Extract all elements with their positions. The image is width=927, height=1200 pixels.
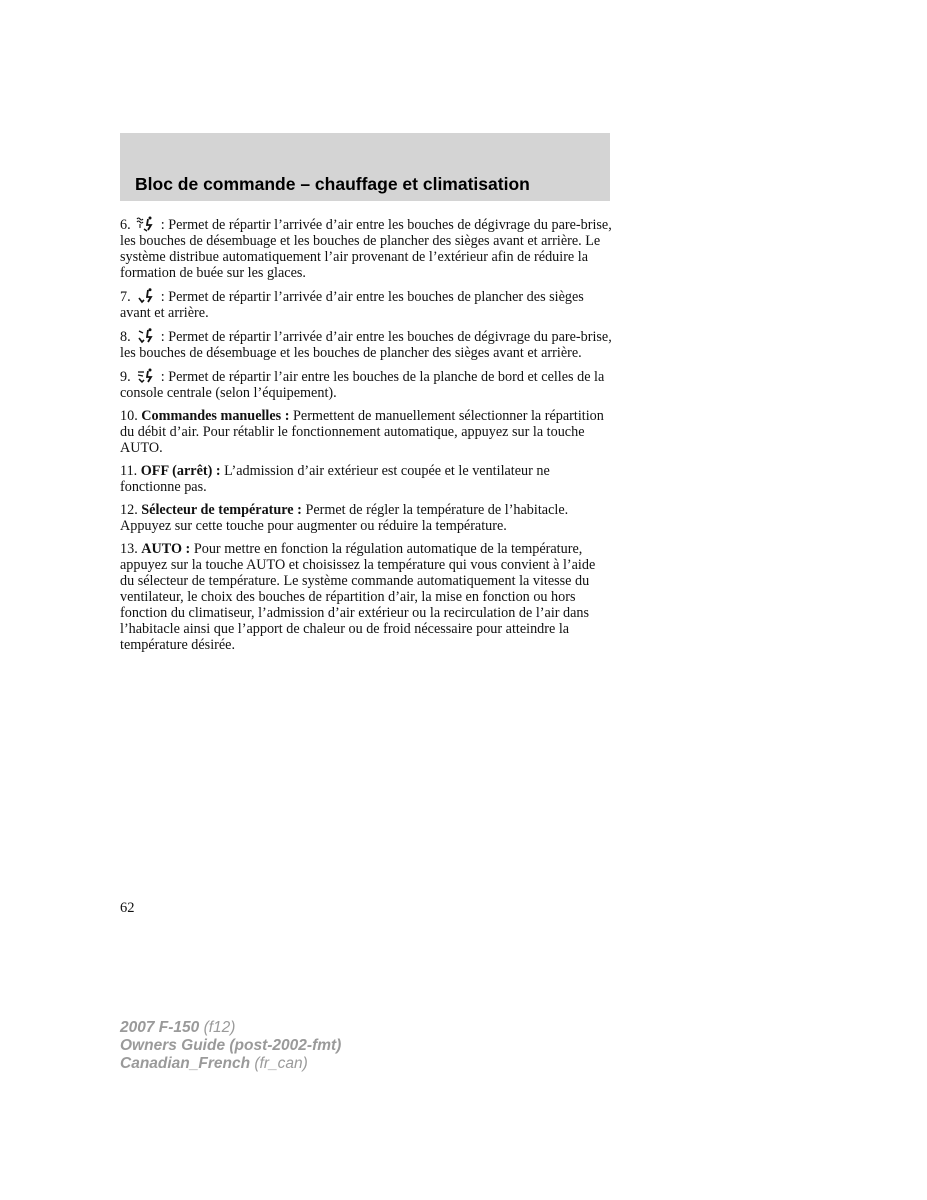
item-number: 8. [120,329,131,345]
list-item-8 [120,328,612,361]
footer-line-guide [120,1037,341,1055]
list-item-11 [120,463,612,495]
item-number: 9. [120,369,131,385]
section-title: Bloc de commande – chauffage et climatisation [135,174,530,194]
footer-model: 2007 F-150 [120,1019,200,1036]
list-item-12 [120,502,612,534]
section-header-band [120,133,610,201]
floor-defog-mode-icon [135,328,155,344]
item-term: AUTO : [141,541,191,557]
item-term: Commandes manuelles : [141,408,290,424]
list-item-13 [120,541,612,653]
list-item-7 [120,288,612,321]
document-footer [120,1019,341,1073]
item-number: 6. [120,217,131,233]
item-body: Pour mettre en fonction la régulation automatique de la température, appuyez sur la touche AUTO et choisissez la température qui vous convient à l’aide du sélecteur de température. Le système commande automatiquement la vitesse du ventilateur, le choix des bouches de répartition d’air, la mise en fonction ou hors fonction du climatiseur, l’admission d’air extérieur ou la recirculation de l’air dans l’habitacle ainsi que l’apport de chaleur ou de froid nécessaire pour atteindre la température désirée. [120,541,596,653]
floor-defrost-mode-icon [135,216,155,232]
list-item-10 [120,408,612,456]
item-body: Permettent de manuellement sélectionner la répartition du débit d’air. Pour rétablir le fonctionnement automatique, appuyez sur la touche AUTO. [120,408,604,456]
item-number: 7. [120,289,131,305]
item-body: L’admission d’air extérieur est coupée et le ventilateur ne fonctionne pas. [120,463,550,495]
footer-line-model [120,1019,341,1037]
page-content [120,216,612,660]
footer-line-language [120,1055,341,1073]
page-number: 62 [120,900,135,916]
item-body: Permet de régler la température de l’habitacle. Appuyez sur cette touche pour augmenter ou réduire la température. [120,502,569,534]
footer-model-code: (f12) [199,1019,236,1036]
footer-language-code: (fr_can) [250,1055,308,1072]
item-number: 10. [120,408,138,424]
panel-mode-icon [135,368,155,384]
floor-mode-icon [135,288,155,304]
item-number: 13. [120,541,138,557]
list-item-9 [120,368,612,401]
item-body: : Permet de répartir l’arrivée d’air entre les bouches de dégivrage du pare-brise, les bouches de désembuage et les bouches de plancher des sièges avant et arrière. Le système distribue automatiquement l’air provenant de l’extérieur afin de réduire la formation de buée sur les glaces. [120,217,612,281]
list-item-6 [120,216,612,281]
item-body: : Permet de répartir l’arrivée d’air entre les bouches de dégivrage du pare-brise, les bouches de désembuage et les bouches de plancher des sièges avant et arrière. [120,329,612,361]
item-body: : Permet de répartir l’air entre les bouches de la planche de bord et celles de la console centrale (selon l’équipement). [120,369,605,401]
item-number: 12. [120,502,138,518]
footer-guide: Owners Guide (post-2002-fmt) [120,1037,342,1054]
footer-language: Canadian_French [120,1055,251,1072]
item-body: : Permet de répartir l’arrivée d’air entre les bouches de plancher des sièges avant et arrière. [120,289,584,321]
item-term: OFF (arrêt) : [140,463,221,479]
item-term: Sélecteur de température : [141,502,302,518]
item-number: 11. [120,463,138,479]
